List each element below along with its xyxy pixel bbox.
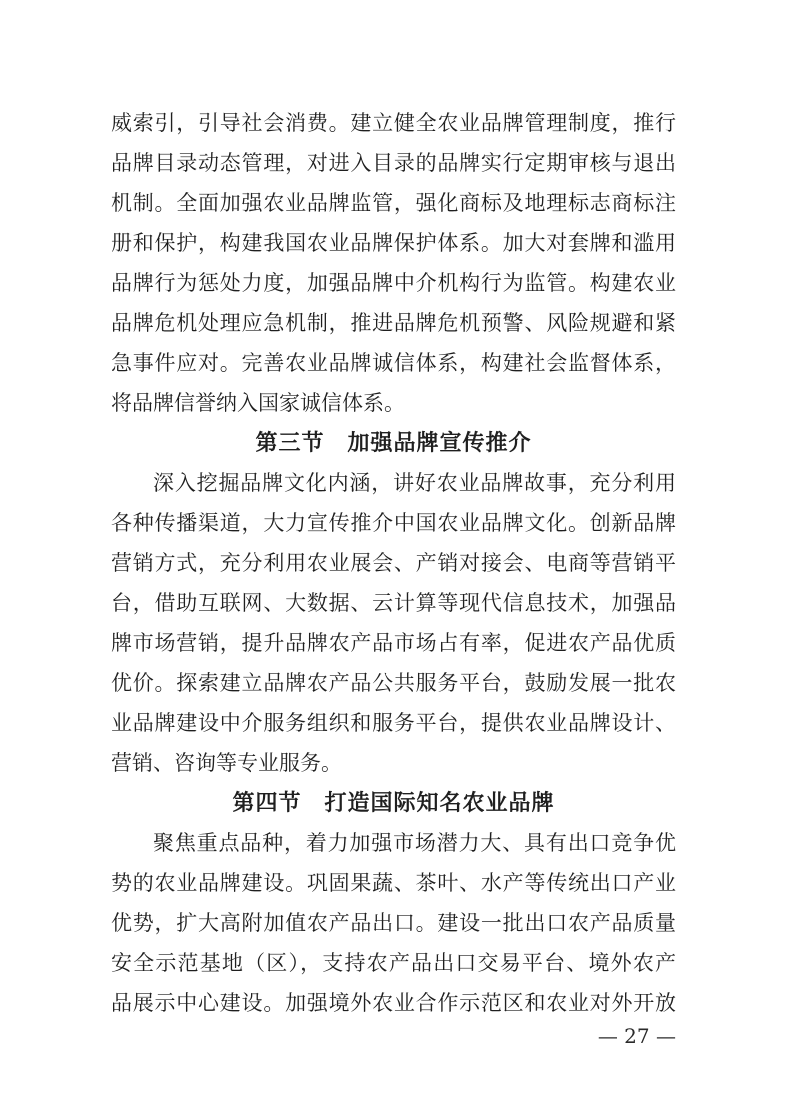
text-line: 优势，扩大高附加值农产品出口。建设一批出口农产品质量 bbox=[111, 911, 676, 935]
text-line: 牌市场营销，提升品牌农产品市场占有率，促进农产品优质 bbox=[111, 631, 676, 655]
text-line: 威索引，引导社会消费。建立健全农业品牌管理制度，推行 bbox=[111, 111, 676, 135]
text-line: 安全示范基地（区），支持农产品出口交易平台、境外农产 bbox=[111, 951, 676, 975]
text-line: 各种传播渠道，大力宣传推介中国农业品牌文化。创新品牌 bbox=[111, 511, 676, 535]
text-line: 品牌危机处理应急机制，推进品牌危机预警、风险规避和紧 bbox=[111, 311, 676, 335]
text-line: 册和保护，构建我国农业品牌保护体系。加大对套牌和滥用 bbox=[111, 231, 676, 255]
document-body bbox=[111, 103, 676, 1023]
text-line: 营销方式，充分利用农业展会、产销对接会、电商等营销平 bbox=[111, 551, 676, 575]
text-line: 品牌目录动态管理，对进入目录的品牌实行定期审核与退出 bbox=[111, 151, 676, 175]
paragraph bbox=[111, 463, 676, 783]
text-line: 品牌行为惩处力度，加强品牌中介机构行为监管。构建农业 bbox=[111, 271, 676, 295]
section-heading: 第三节 加强品牌宣传推介 bbox=[255, 430, 532, 456]
text-line: 急事件应对。完善农业品牌诚信体系，构建社会监督体系， bbox=[111, 351, 676, 375]
text-line: 聚焦重点品种，着力加强市场潜力大、具有出口竞争优 bbox=[153, 831, 676, 855]
text-line: 机制。全面加强农业品牌监管，强化商标及地理标志商标注 bbox=[111, 191, 676, 215]
text-line: 深入挖掘品牌文化内涵，讲好农业品牌故事，充分利用 bbox=[153, 471, 676, 495]
text-line: 业品牌建设中介服务组织和服务平台，提供农业品牌设计、 bbox=[111, 711, 676, 735]
paragraph bbox=[111, 823, 676, 1023]
text-line: 势的农业品牌建设。巩固果蔬、茶叶、水产等传统出口产业 bbox=[111, 871, 676, 895]
paragraph bbox=[111, 103, 676, 423]
text-line: 优价。探索建立品牌农产品公共服务平台，鼓励发展一批农 bbox=[111, 671, 676, 695]
text-line: 品展示中心建设。加强境外农业合作示范区和农业对外开放 bbox=[111, 991, 676, 1015]
section-heading: 第四节 打造国际知名农业品牌 bbox=[232, 790, 555, 816]
text-line: 台，借助互联网、大数据、云计算等现代信息技术，加强品 bbox=[111, 591, 676, 615]
page-number: — 27 — bbox=[597, 1024, 676, 1048]
text-line: 将品牌信誉纳入国家诚信体系。 bbox=[111, 391, 405, 415]
text-line: 营销、咨询等专业服务。 bbox=[111, 751, 342, 775]
